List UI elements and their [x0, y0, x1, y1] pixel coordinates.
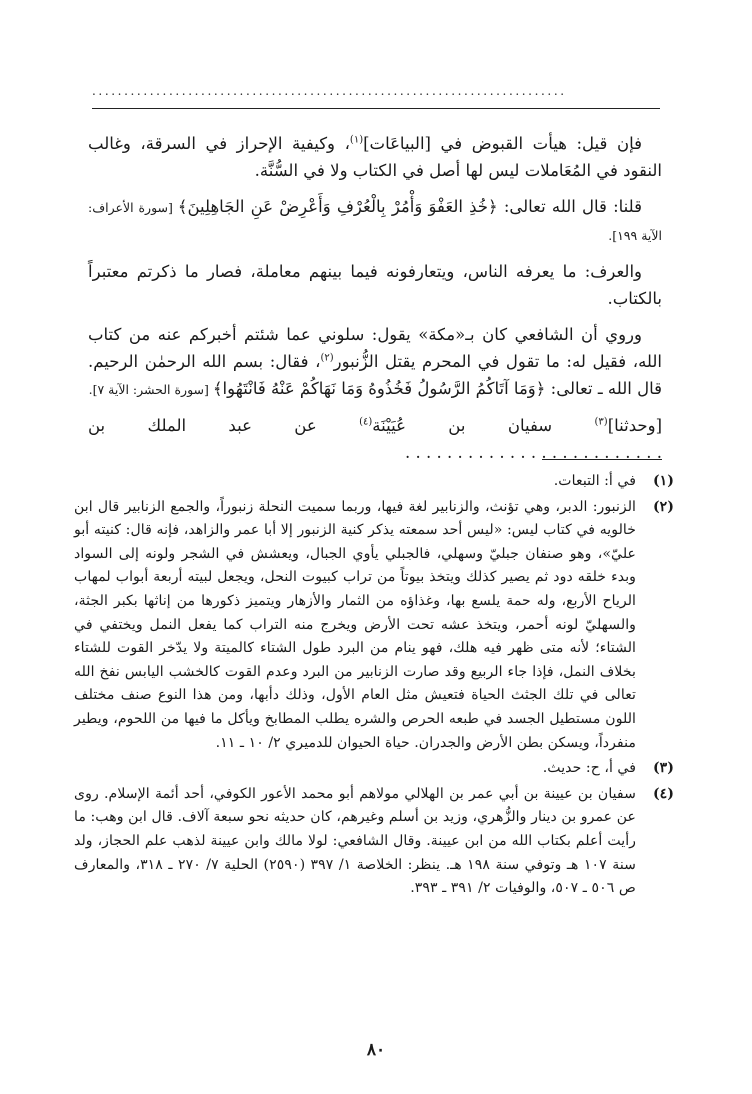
footnote-number: (٢)	[652, 498, 674, 515]
main-text	[88, 130, 662, 475]
footnote-1	[74, 470, 674, 494]
header-solid-rule	[92, 108, 660, 109]
paragraph-isnad: [وحدثنا]$^{(٣)}$ سفيان بن عُيَيْنَة$^{(٤)}$ عن عبد الملك بن . . . . . . . . . . . . . . . . . . . . . . . . .	[88, 416, 663, 462]
footnote-number: (١)	[652, 473, 674, 489]
footnote-4	[74, 783, 674, 901]
footnote-text: سفيان بن عيينة بن أبي عمر بن الهلالي مولاهم أبو محمد الأعور الكوفي، أحد أئمة الإسلام. روى عن عمرو بن دينار والزُّهري، وزيد بن أسلم وغيرهم، كان حديثه نحو سبعة آلاف. قال ابن وهب: ما رأيت أعلم بكتاب الله من ابن عيينة. وقال الشافعي: لولا مالك وابن عيينة لذهب علم الحجاز، ولد سنة ١٠٧ هـ وتوفي سنة ١٩٨ هـ. ينظر: الخلاصة ١/ ٣٩٧ (٢٥٩٠) الحلية ٧/ ٢٧٠ ـ ٣١٨، والمعارف ص ٥٠٦ ـ ٥٠٧، والوفيات ٢/ ٣٩١ ـ ٣٩٣.	[74, 785, 636, 897]
quran-verse: ﴿خُذِ العَفْوَ وَأْمُرْ بِالْعُرْفِ وَأَعْرِضْ عَنِ الجَاهِلِينَ﴾	[177, 197, 498, 216]
paragraph-reply: قلنا: قال الله تعالى: ﴿خُذِ العَفْوَ وَأْمُرْ بِالْعُرْفِ وَأَعْرِضْ عَنِ الجَاهِلِينَ﴾ [سورة الأعراف: الآية ١٩٩].	[88, 197, 662, 243]
footnote-ref-1[interactable]: (١)	[349, 134, 364, 146]
continuation-dots: . . . . . . . . . . . . . . . . . . . . . . . . .	[405, 443, 662, 462]
footnote-separator	[542, 459, 662, 460]
verse-citation: [سورة الحشر: الآية ٧].	[88, 382, 213, 397]
verse-citation: [سورة الأعراف: الآية ١٩٩].	[88, 200, 662, 243]
footnote-3	[74, 757, 674, 781]
header-dotted-rule: ..........................................................................	[92, 86, 567, 96]
quran-verse: ﴿وَمَا آتَاكُمُ الرَّسُولُ فَخُذُوهُ وَمَا نَهَاكُمْ عَنْهُ فَانْتَهُوا﴾	[212, 379, 546, 398]
footnote-text: في أ، ح: حديث.	[542, 760, 636, 777]
paragraph-objection: فإن قيل: هيأت القبوض في [البياعَات]$^{(١)}$، وكيفية الإحراز في السرقة، وغالب النقود في المُعَاملات ليس لها أصل في الكتاب ولا في السُّنَّة.	[88, 134, 662, 180]
paragraph-shafii: وروي أن الشافعي كان بـ«مكة» يقول: سلوني عما شئتم أخبركم عنه من كتاب الله، فقيل له: ما تقول في المحرم يقتل الزُّنبور$^{(٢)}$، فقال: بسم الله الرحمٰن الرحيم. قال الله ـ تعالى: ﴿وَمَا آتَاكُمُ الرَّسُولُ فَخُذُوهُ وَمَا نَهَاكُمْ عَنْهُ فَانْتَهُوا﴾ [سورة الحشر: الآية ٧].	[88, 325, 662, 398]
footnote-ref-2[interactable]: (٢)	[320, 352, 334, 364]
footnote-number: (٣)	[652, 760, 674, 777]
paragraph-urf: والعرف: ما يعرفه الناس، ويتعارفونه فيما بينهم معاملة، فصار ما ذكرتم معتبراً بالكتاب.	[88, 262, 662, 308]
footnotes	[74, 470, 674, 903]
footnote-ref-3[interactable]: (٣)	[594, 416, 608, 428]
page-number: ٨٠	[366, 1040, 386, 1060]
footnote-ref-4[interactable]: (٤)	[359, 416, 373, 428]
footnote-2	[74, 496, 674, 756]
footnote-text: في أ: التبعات.	[553, 473, 636, 489]
footnote-text: الزنبور: الدبر، وهي تؤنث، والزنابير لغة فيها، وربما سميت النحلة زنبوراً، والجمع الزنابير قال ابن خالويه في كتاب ليس: «ليس أحد سمعته يذكر كنية الزنبور إلا أبا عمر والزاهد، فإنه قال: كنيته أبو عليّ»، وهو صنفان جبليّ وسهلي، فالجبلي يأوي الجبال، ويعشش في الشجر ولونه إلى السواد وبدء خلقه دود ثم يصير كذلك ويتخذ بيوتاً من تراب كبيوت النحل، ويجعل لبيته أربعة أبواب لمهاب الرياح الأربع، وله حمة يلسع بها، وغذاؤه من الثمار والأزهار ويتميز ذكورها من إناثها بكبر الجثة، والسهليّ لونه أحمر، ويتخذ عشه تحت الأرض ويخرج منه التراب كما يفعل النمل ويختفي في الشتاء؛ لأنه متى ظهر فيه هلك، فهو ينام من البرد طول الشتاء كالميتة ولا يدّخر القوت للشتاء بخلاف النمل، فإذا جاء الربيع وقد صارت الزنابير من البرد وعدم القوت كالخشب اليابس نفخ الله تعالى في تلك الجثث الحياة فتعيش مثل العام الأول، وذلك دأبها، ومن هذا النوع صنف مختلف اللون مستطيل الجسد في طبعه الحرص والشره يطلب المطابخ ويأكل ما فيها من اللحوم، ويطير منفرداً، ويسكن بطن الأرض والجدران. حياة الحيوان للدميري ٢/ ١٠ ـ ١١.	[74, 498, 636, 751]
footnote-number: (٤)	[652, 785, 674, 802]
